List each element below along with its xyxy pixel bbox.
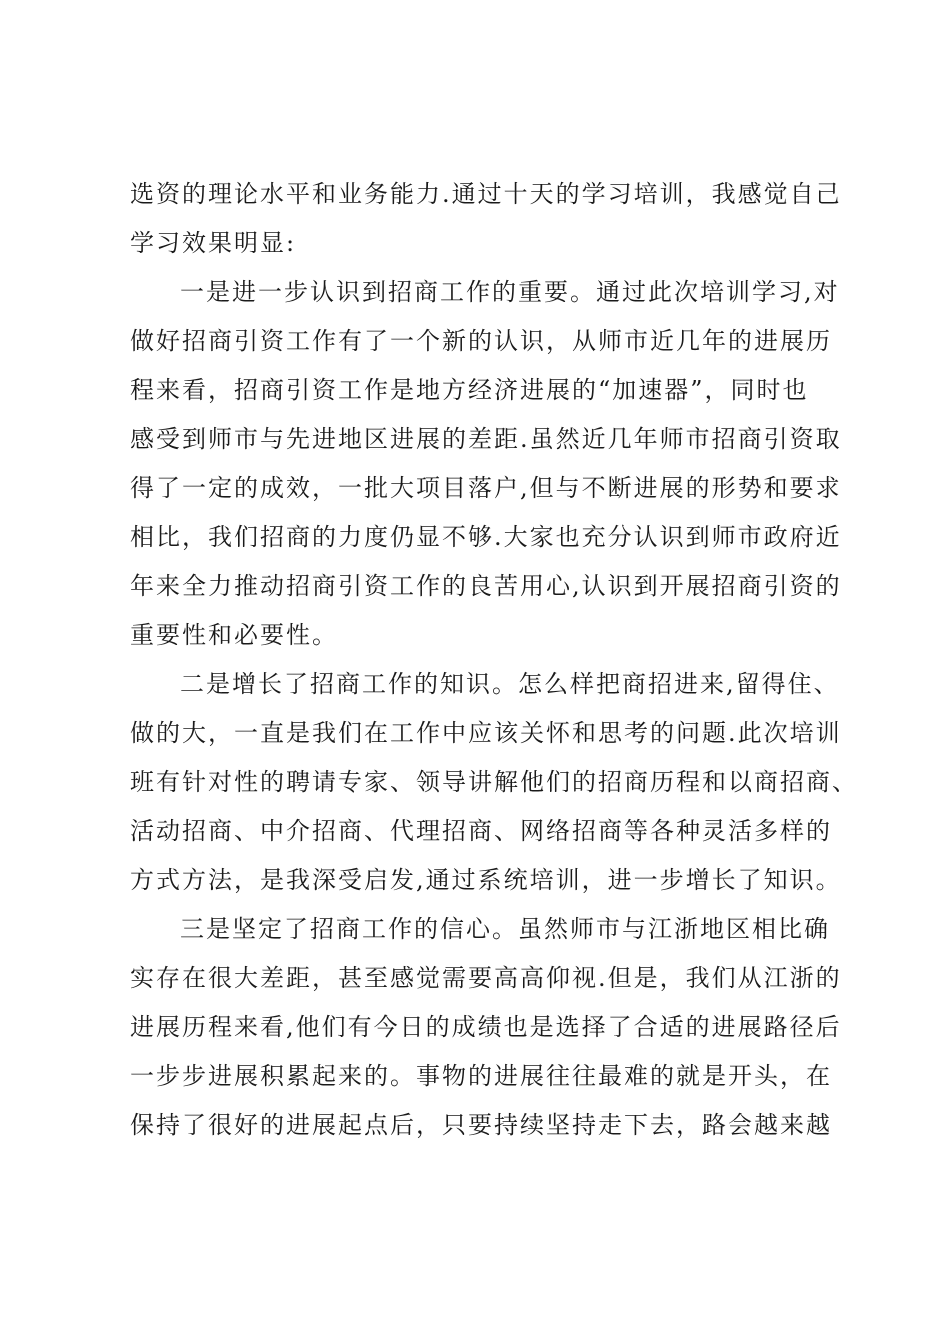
text-line: 做的大，一直是我们在工作中应该关怀和思考的问题.此次培训: [130, 719, 842, 747]
text-line: 年来全力推动招商引资工作的良苦用心,认识到开展招商引资的: [130, 572, 842, 600]
text-line: 得了一定的成效，一批大项目落户,但与不断进展的形势和要求: [130, 474, 842, 502]
text-line: 相比，我们招商的力度仍显不够.大家也充分认识到师市政府近: [130, 523, 842, 551]
text-line: 方式方法，是我深受启发,通过系统培训，进一步增长了知识。: [130, 866, 842, 894]
paragraph-first-line: 一是进一步认识到招商工作的重要。通过此次培训学习,对: [180, 278, 840, 306]
text-line: 一步步进展积累起来的。事物的进展往往最难的就是开头，在: [130, 1062, 832, 1090]
text-line: 保持了很好的进展起点后，只要持续坚持走下去，路会越来越: [130, 1111, 832, 1139]
text-line: 重要性和必要性。: [130, 621, 338, 649]
text-line: 活动招商、中介招商、代理招商、网络招商等各种灵活多样的: [130, 817, 832, 845]
text-line: 学习效果明显:: [130, 229, 297, 257]
text-line: 实存在很大差距，甚至感觉需要高高仰视.但是，我们从江浙的: [130, 964, 842, 992]
text-line: 班有针对性的聘请专家、领导讲解他们的招商历程和以商招商、: [130, 768, 858, 796]
text-line: 做好招商引资工作有了一个新的认识，从师市近几年的进展历: [130, 327, 832, 355]
text-line: 选资的理论水平和业务能力.通过十天的学习培训，我感觉自己: [130, 180, 842, 208]
text-line: 进展历程来看,他们有今日的成绩也是选择了合适的进展路径后: [130, 1013, 842, 1041]
text-line: 程来看，招商引资工作是地方经济进展的“加速器”，同时也: [130, 376, 809, 404]
paragraph-first-line: 三是坚定了招商工作的信心。虽然师市与江浙地区相比确: [180, 915, 830, 943]
text-line: 感受到师市与先进地区进展的差距.虽然近几年师市招商引资取: [130, 425, 842, 453]
paragraph-first-line: 二是增长了招商工作的知识。怎么样把商招进来,留得住、: [180, 670, 840, 698]
body-text: [130, 170, 858, 1150]
